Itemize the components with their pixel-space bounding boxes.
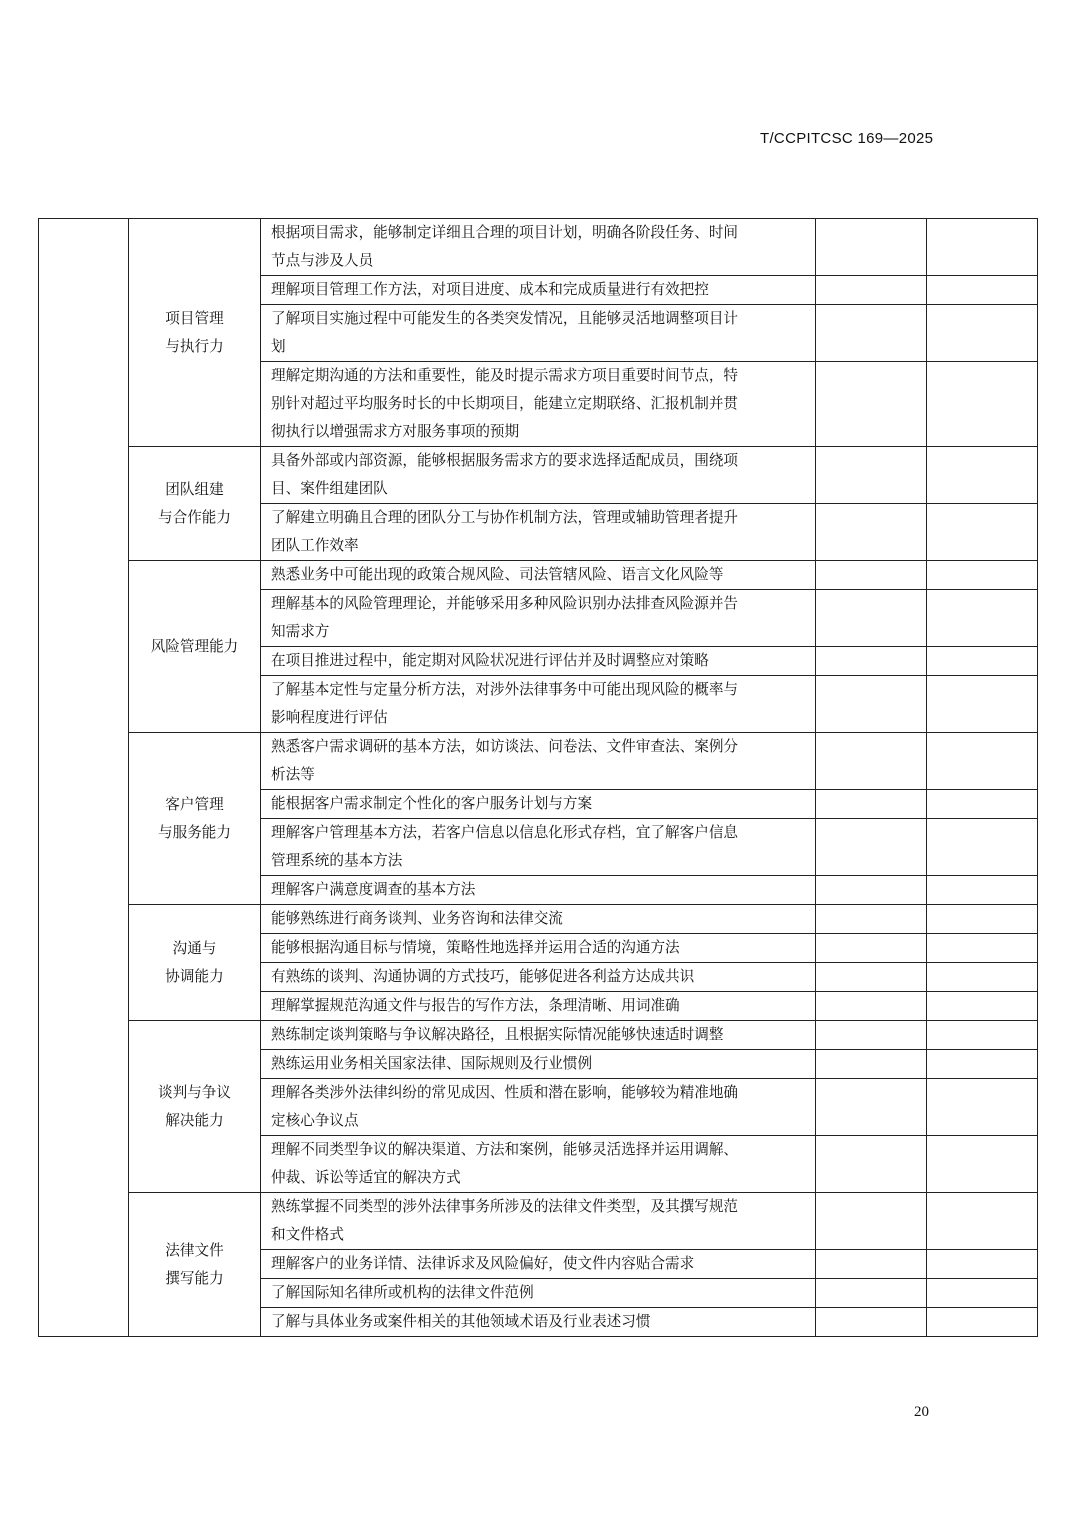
requirement-cell (261, 1279, 816, 1308)
category-label: 风险管理能力 (150, 637, 239, 655)
requirement-cell (261, 504, 816, 561)
remarks-cell (927, 934, 1038, 963)
remarks-cell (927, 362, 1038, 447)
score-cell (816, 1250, 927, 1279)
category-cell (129, 1193, 261, 1337)
score-cell (816, 276, 927, 305)
requirement-text: 理解客户满意度调查的基本方法 (271, 881, 476, 898)
requirement-cell (261, 1021, 816, 1050)
requirement-text: 理解各类涉外法律纠纷的常见成因、性质和潜在影响，能够较为精准地确 (271, 1084, 739, 1101)
score-cell (816, 504, 927, 561)
category-label: 沟通与 (172, 939, 217, 957)
requirement-cell (261, 647, 816, 676)
category-label: 法律文件 (165, 1241, 224, 1259)
category-cell (129, 1021, 261, 1193)
score-cell (816, 590, 927, 647)
requirement-cell (261, 1308, 816, 1337)
score-cell (816, 934, 927, 963)
page-number: 20 (914, 1404, 929, 1420)
requirement-cell (261, 590, 816, 647)
category-cell (129, 733, 261, 905)
remarks-cell (927, 561, 1038, 590)
score-cell (816, 447, 927, 504)
remarks-cell (927, 676, 1038, 733)
remarks-cell (927, 1193, 1038, 1250)
remarks-cell (927, 905, 1038, 934)
requirement-text: 别针对超过平均服务时长的中长期项目，能建立定期联络、汇报机制并贯 (271, 395, 739, 412)
requirement-cell (261, 905, 816, 934)
remarks-cell (927, 963, 1038, 992)
requirement-cell (261, 219, 816, 276)
category-cell (129, 905, 261, 1021)
requirement-text: 能根据客户需求制定个性化的客户服务计划与方案 (271, 795, 593, 812)
category-label: 谈判与争议 (158, 1083, 231, 1101)
remarks-cell (927, 1079, 1038, 1136)
requirement-cell (261, 447, 816, 504)
remarks-cell (927, 876, 1038, 905)
requirement-cell (261, 1050, 816, 1079)
requirement-cell (261, 362, 816, 447)
requirement-text: 能够熟练进行商务谈判、业务咨询和法律交流 (271, 910, 563, 927)
requirement-text: 具备外部或内部资源，能够根据服务需求方的要求选择适配成员，围绕项 (271, 452, 739, 469)
remarks-cell (927, 1050, 1038, 1079)
level-cell (39, 219, 129, 1337)
remarks-cell (927, 819, 1038, 876)
remarks-cell (927, 276, 1038, 305)
remarks-cell (927, 447, 1038, 504)
requirement-text: 熟悉业务中可能出现的政策合规风险、司法管辖风险、语言文化风险等 (271, 566, 724, 583)
table-row (39, 447, 1038, 504)
requirement-cell (261, 1193, 816, 1250)
score-cell (816, 305, 927, 362)
category-label: 与合作能力 (158, 508, 231, 526)
requirement-text: 理解客户管理基本方法，若客户信息以信息化形式存档，宜了解客户信息 (271, 824, 739, 841)
category-label: 团队组建 (165, 480, 224, 498)
requirement-text: 理解不同类型争议的解决渠道、方法和案例，能够灵活选择并运用调解、 (271, 1141, 739, 1158)
score-cell (816, 1050, 927, 1079)
requirement-text: 彻执行以增强需求方对服务事项的预期 (271, 423, 520, 440)
score-cell (816, 647, 927, 676)
category-label: 与执行力 (165, 337, 224, 355)
remarks-cell (927, 504, 1038, 561)
category-label: 撰写能力 (165, 1269, 224, 1287)
requirement-text: 节点与涉及人员 (271, 252, 374, 269)
requirement-cell (261, 790, 816, 819)
competency-table (38, 218, 1038, 1337)
requirement-text: 影响程度进行评估 (271, 709, 388, 726)
category-label: 与服务能力 (158, 823, 231, 841)
requirement-text: 仲裁、诉讼等适宜的解决方式 (271, 1169, 461, 1186)
score-cell (816, 733, 927, 790)
score-cell (816, 362, 927, 447)
table-row (39, 1193, 1038, 1250)
requirement-text: 划 (271, 338, 286, 355)
score-cell (816, 790, 927, 819)
requirement-text: 理解掌握规范沟通文件与报告的写作方法，条理清晰、用词准确 (271, 997, 680, 1014)
score-cell (816, 561, 927, 590)
requirement-text: 定核心争议点 (271, 1112, 359, 1129)
score-cell (816, 219, 927, 276)
score-cell (816, 1193, 927, 1250)
requirement-text: 目、案件组建团队 (271, 480, 388, 497)
table-body (39, 219, 1038, 1337)
score-cell (816, 1136, 927, 1193)
table-row (39, 905, 1038, 934)
score-cell (816, 876, 927, 905)
requirement-cell (261, 1079, 816, 1136)
remarks-cell (927, 590, 1038, 647)
requirement-text: 熟练制定谈判策略与争议解决路径，且根据实际情况能够快速适时调整 (271, 1026, 724, 1043)
requirement-text: 了解基本定性与定量分析方法，对涉外法律事务中可能出现风险的概率与 (271, 681, 739, 698)
remarks-cell (927, 1279, 1038, 1308)
document-code: T/CCPITCSC 169—2025 (760, 130, 934, 147)
score-cell (816, 1308, 927, 1337)
category-cell (129, 561, 261, 733)
requirement-text: 了解国际知名律所或机构的法律文件范例 (271, 1284, 534, 1301)
score-cell (816, 963, 927, 992)
requirement-text: 析法等 (271, 766, 315, 783)
score-cell (816, 1079, 927, 1136)
requirement-cell (261, 305, 816, 362)
remarks-cell (927, 1308, 1038, 1337)
score-cell (816, 992, 927, 1021)
requirement-text: 有熟练的谈判、沟通协调的方式技巧，能够促进各利益方达成共识 (271, 968, 695, 985)
remarks-cell (927, 647, 1038, 676)
category-label: 协调能力 (165, 967, 224, 985)
requirement-text: 理解项目管理工作方法，对项目进度、成本和完成质量进行有效把控 (271, 281, 709, 298)
requirement-text: 了解建立明确且合理的团队分工与协作机制方法，管理或辅助管理者提升 (271, 509, 739, 526)
requirement-cell (261, 561, 816, 590)
category-label: 解决能力 (165, 1111, 224, 1129)
category-label: 客户管理 (165, 795, 224, 813)
requirement-text: 知需求方 (271, 623, 330, 640)
category-cell (129, 447, 261, 561)
requirement-text: 团队工作效率 (271, 537, 359, 554)
remarks-cell (927, 305, 1038, 362)
requirement-text: 熟练运用业务相关国家法律、国际规则及行业惯例 (271, 1055, 593, 1072)
requirement-text: 熟练掌握不同类型的涉外法律事务所涉及的法律文件类型，及其撰写规范 (271, 1198, 739, 1215)
score-cell (816, 1021, 927, 1050)
requirement-text: 在项目推进过程中，能定期对风险状况进行评估并及时调整应对策略 (271, 652, 709, 669)
score-cell (816, 905, 927, 934)
category-label: 项目管理 (165, 309, 224, 327)
requirement-cell (261, 876, 816, 905)
requirement-text: 理解客户的业务详情、法律诉求及风险偏好，使文件内容贴合需求 (271, 1255, 695, 1272)
requirement-text: 理解基本的风险管理理论，并能够采用多种风险识别办法排查风险源并告 (271, 595, 739, 612)
remarks-cell (927, 992, 1038, 1021)
table-row (39, 219, 1038, 276)
score-cell (816, 819, 927, 876)
requirement-cell (261, 963, 816, 992)
remarks-cell (927, 1136, 1038, 1193)
remarks-cell (927, 1250, 1038, 1279)
score-cell (816, 676, 927, 733)
table-row (39, 1021, 1038, 1050)
table-row (39, 561, 1038, 590)
remarks-cell (927, 219, 1038, 276)
requirement-cell (261, 676, 816, 733)
requirement-cell (261, 992, 816, 1021)
table-row (39, 733, 1038, 790)
category-cell (129, 219, 261, 447)
requirement-text: 了解与具体业务或案件相关的其他领域术语及行业表述习惯 (271, 1313, 651, 1330)
remarks-cell (927, 790, 1038, 819)
requirement-cell (261, 819, 816, 876)
requirement-text: 了解项目实施过程中可能发生的各类突发情况，且能够灵活地调整项目计 (271, 310, 739, 327)
remarks-cell (927, 733, 1038, 790)
requirement-text: 管理系统的基本方法 (271, 852, 403, 869)
requirement-cell (261, 733, 816, 790)
requirement-text: 能够根据沟通目标与情境，策略性地选择并运用合适的沟通方法 (271, 939, 680, 956)
score-cell (816, 1279, 927, 1308)
requirement-text: 熟悉客户需求调研的基本方法，如访谈法、问卷法、文件审查法、案例分 (271, 738, 739, 755)
requirement-cell (261, 276, 816, 305)
requirement-text: 理解定期沟通的方法和重要性，能及时提示需求方项目重要时间节点，特 (271, 367, 739, 384)
requirement-cell (261, 1250, 816, 1279)
requirement-text: 和文件格式 (271, 1226, 344, 1243)
requirement-cell (261, 1136, 816, 1193)
requirement-text: 根据项目需求，能够制定详细且合理的项目计划，明确各阶段任务、时间 (271, 224, 739, 241)
requirement-cell (261, 934, 816, 963)
remarks-cell (927, 1021, 1038, 1050)
